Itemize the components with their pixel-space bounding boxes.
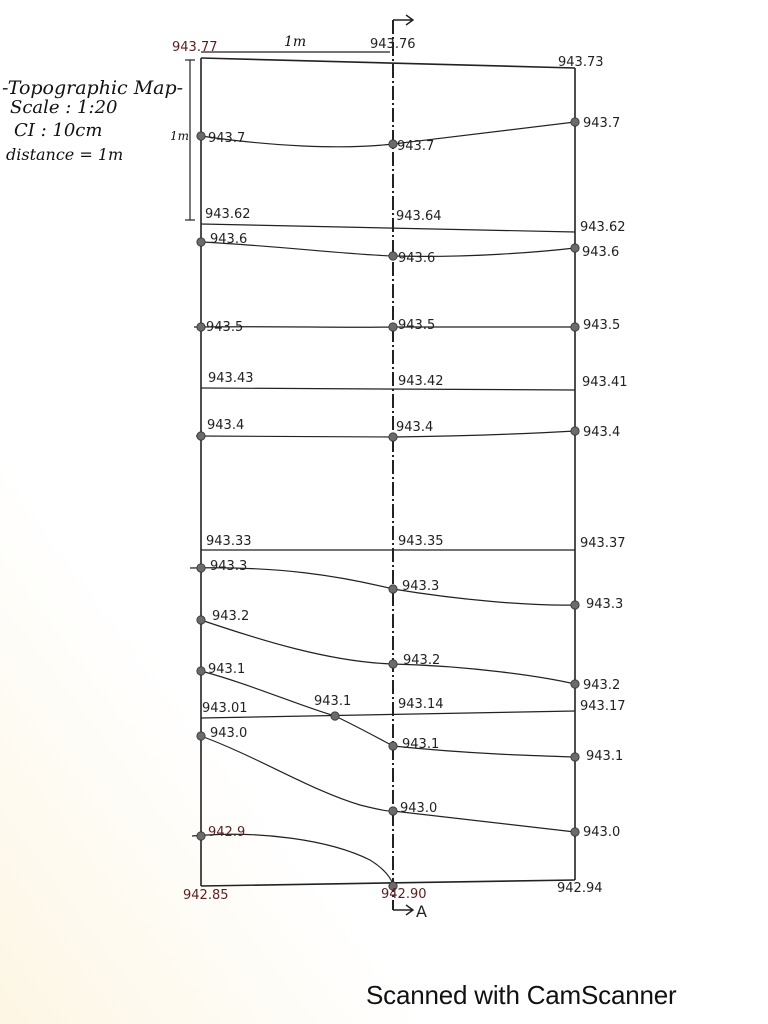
- grid-label-left: 943.43: [208, 371, 254, 386]
- grid-row-labels: [202, 207, 628, 716]
- contour-label-left: 942.9: [208, 825, 246, 840]
- legend-title: -Topographic Map-: [2, 77, 184, 99]
- contour-label-mid: 943.0: [400, 801, 438, 816]
- contour-label-left: 943.5: [206, 320, 244, 335]
- grid-label-left: 943.01: [202, 701, 248, 716]
- legend-scale: Scale : 1:20: [10, 97, 118, 118]
- contour-label-mid: 943.7: [397, 139, 435, 154]
- contour-label-right: 943.1: [586, 749, 624, 764]
- corner-label-top-mid: 943.76: [370, 37, 416, 52]
- contour-labels: [206, 116, 623, 840]
- contour-label-right: 943.3: [586, 597, 624, 612]
- grid-label-mid: 943.14: [398, 697, 444, 712]
- contour-label-inner: 943.1: [314, 694, 352, 709]
- grid-label-right: 943.41: [582, 375, 628, 390]
- contour-label-left: 943.6: [210, 232, 248, 247]
- grid-label-left: 943.62: [205, 207, 251, 222]
- contour-label-mid: 943.5: [398, 318, 436, 333]
- scale-bar-horizontal: [201, 34, 390, 52]
- section-marker-label: A: [416, 902, 427, 921]
- map-legend: [2, 77, 183, 164]
- contour-label-left: 943.1: [208, 662, 246, 677]
- contour-label-mid: 943.4: [396, 420, 434, 435]
- corner-label-top-left: 943.77: [172, 40, 218, 55]
- corner-label-top-right: 943.73: [558, 55, 604, 70]
- contour-label-left: 943.7: [208, 131, 246, 146]
- grid-label-mid: 943.42: [398, 374, 444, 389]
- contour-label-mid: 943.2: [403, 653, 441, 668]
- contour-label-left: 943.0: [210, 726, 248, 741]
- grid-label-right: 943.17: [580, 699, 626, 714]
- contour-label-right: 943.7: [583, 116, 621, 131]
- legend-contour-interval: CI : 10cm: [14, 120, 103, 141]
- grid-label-mid: 943.64: [396, 209, 442, 224]
- contour-label-left: 943.4: [207, 418, 245, 433]
- grid-frame: [201, 58, 575, 886]
- contour-label-mid: 943.3: [402, 579, 440, 594]
- legend-distance: distance = 1m: [6, 145, 124, 164]
- contour-label-right: 943.2: [583, 678, 621, 693]
- grid-label-mid: 943.35: [398, 534, 444, 549]
- corner-label-bottom-right: 942.94: [557, 881, 603, 896]
- contour-label-right: 943.5: [583, 318, 621, 333]
- grid-label-right: 943.62: [580, 220, 626, 235]
- grid-label-left: 943.33: [206, 534, 252, 549]
- contour-points: [197, 118, 579, 890]
- corner-label-bottom-mid: 942.90: [381, 887, 427, 902]
- corner-labels: [172, 37, 604, 903]
- corner-label-bottom-left: 942.85: [183, 888, 229, 903]
- contour-label-right: 943.0: [583, 825, 621, 840]
- contour-label-right: 943.4: [583, 425, 621, 440]
- contour-label-mid: 943.1: [402, 737, 440, 752]
- contour-lines: [190, 122, 575, 886]
- grid-label-right: 943.37: [580, 536, 626, 551]
- scale-label-horizontal: 1m: [284, 34, 307, 50]
- grid-row-lines: [201, 224, 575, 718]
- contour-label-left: 943.3: [210, 559, 248, 574]
- contour-label-right: 943.6: [582, 245, 620, 260]
- contour-label-mid: 943.6: [398, 251, 436, 266]
- scale-label-vertical: 1m: [170, 129, 190, 143]
- scanner-watermark: Scanned with CamScanner: [366, 980, 677, 1010]
- contour-label-left: 943.2: [212, 609, 250, 624]
